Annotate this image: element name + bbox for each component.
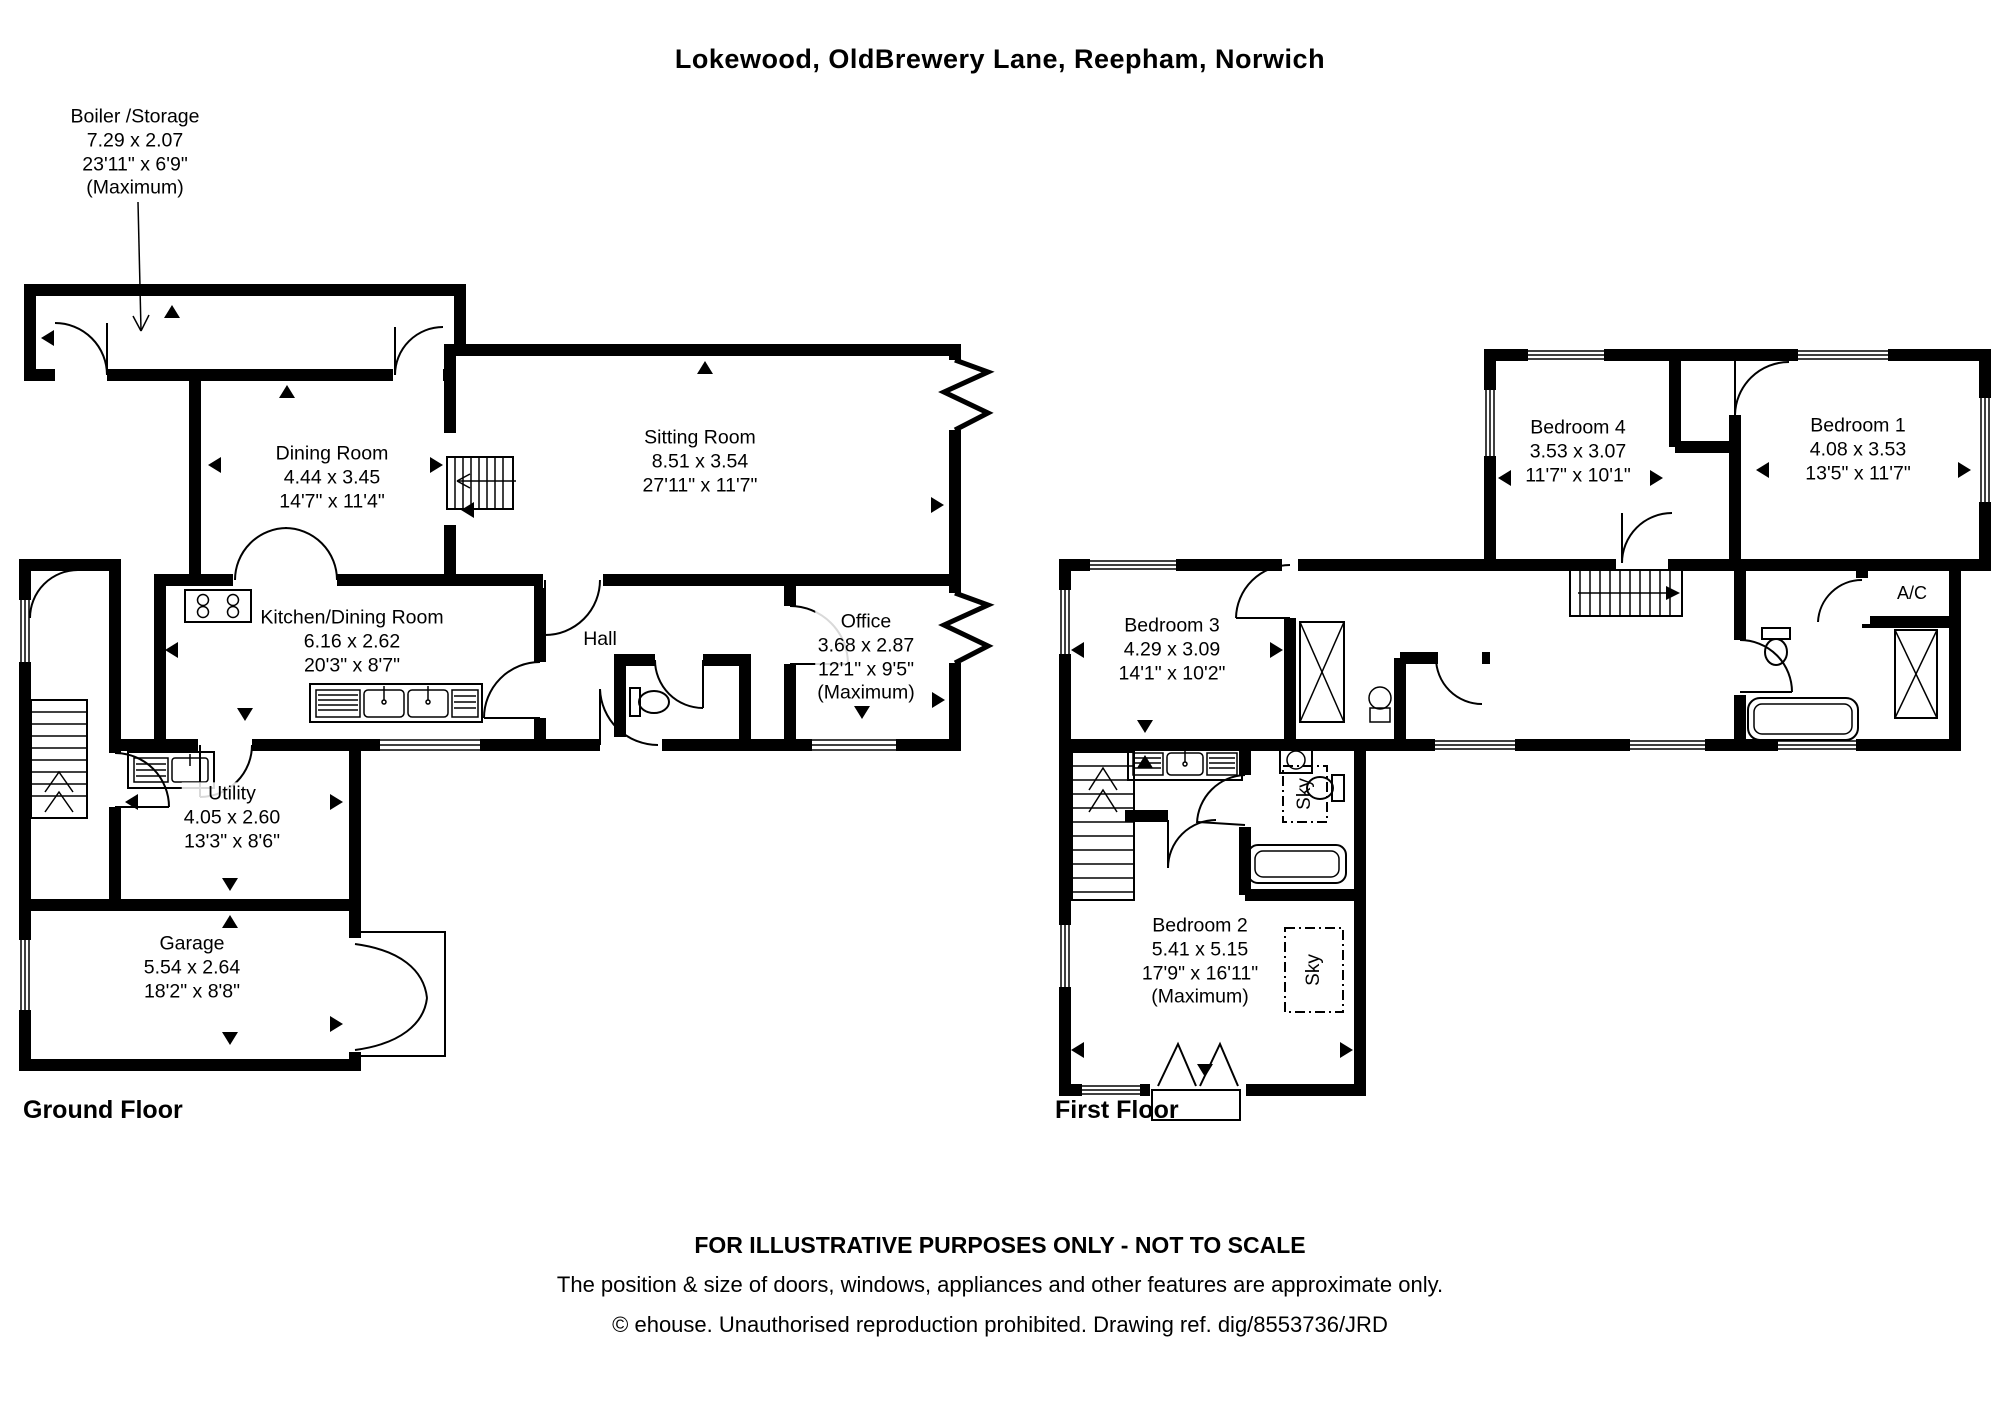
room-size-imperial: 27'11" x 11'7" (642, 473, 758, 496)
room-size-imperial: 13'5" x 11'7" (1805, 461, 1911, 484)
room-size-imperial: 20'3" x 8'7" (303, 653, 401, 676)
ensuite-door-gap (1237, 775, 1253, 827)
entrance-stair-walls (25, 565, 115, 905)
room-label-bedroom1 (1803, 414, 1913, 485)
room-name: Sitting Room (644, 426, 756, 449)
garage-door-gap (347, 938, 363, 1052)
room-size-imperial: 14'7" x 11'4" (279, 489, 385, 512)
room-label-sitting (641, 426, 760, 497)
room-size-imperial: 12'1" x 9'5" (817, 658, 915, 680)
room-name: Bedroom 3 (1124, 614, 1220, 637)
room-size-metric: 7.29 x 2.07 (86, 129, 184, 152)
room-size-imperial: 18'2" x 8'8" (143, 979, 241, 1002)
room-size-imperial: 23'11" x 6'9" (82, 153, 188, 175)
room-label-hall (581, 628, 619, 652)
room-size-imperial: 13'3" x 8'6" (183, 829, 281, 852)
room-size-metric: 4.08 x 3.53 (1809, 438, 1907, 461)
room-size-metric: 6.16 x 2.62 (303, 630, 401, 653)
room-name: Garage (159, 932, 225, 955)
room-label-garage (142, 932, 243, 1003)
room-label-kitchen (258, 606, 445, 677)
dining-kitchen-door-gap (233, 572, 337, 588)
garage-door (355, 932, 445, 1056)
room-name: Dining Room (275, 442, 389, 465)
approximation-note: The position & size of doors, windows, appliances and other features are approximate only. (556, 1272, 1444, 1297)
room-size-metric: 5.41 x 5.15 (1151, 938, 1249, 961)
room-note: (Maximum) (817, 681, 915, 704)
room-label-utility (182, 782, 283, 853)
kitchen-hall-door-gap (532, 662, 548, 718)
bedroom3-door-gap (1282, 559, 1298, 614)
room-size-metric: 4.05 x 2.60 (183, 806, 281, 829)
dining-boiler-door-gap (393, 367, 443, 383)
sitting-hall-door-gap (543, 572, 603, 588)
room-label-dining (274, 442, 391, 513)
room-label-boiler (69, 105, 202, 200)
room-name: Hall (583, 628, 617, 651)
room-name: Office (840, 610, 892, 633)
room-size-metric: 4.29 x 3.09 (1123, 638, 1221, 661)
room-name: Bedroom 1 (1810, 414, 1906, 437)
room-size-imperial: 17'9" x 16'11" (1141, 962, 1259, 984)
kitchen-utility-door-gap (198, 737, 252, 753)
landing-wc-door-gap (1438, 650, 1482, 666)
room-size-metric: 8.51 x 3.54 (651, 450, 749, 473)
room-label-office (815, 610, 917, 705)
copyright-line: © ehouse. Unauthorised reproduction prohibited. Drawing ref. dig/8553736/JRD (612, 1312, 1388, 1337)
room-size-metric: 3.53 x 3.07 (1529, 440, 1627, 463)
room-size-metric: 4.44 x 3.45 (283, 466, 381, 489)
sky-label-bathroom: Sky (1294, 778, 1315, 810)
room-size-metric: 3.68 x 2.87 (817, 634, 915, 657)
room-size-imperial: 14'1" x 10'2" (1118, 661, 1226, 684)
room-size-metric: 5.54 x 2.64 (143, 956, 241, 979)
room-name: Bedroom 4 (1530, 416, 1626, 439)
room-name: Bedroom 2 (1152, 914, 1248, 937)
room-label-bedroom2 (1140, 914, 1260, 1009)
page-title: Lokewood, OldBrewery Lane, Reepham, Norwich (674, 44, 1326, 74)
room-size-imperial: 11'7" x 10'1" (1525, 463, 1631, 486)
first-floor-label: First Floor (1055, 1096, 1179, 1124)
bathroom-door-gap (1732, 640, 1748, 695)
boiler-door-gap (55, 367, 107, 383)
hall-office-door-gap (782, 606, 798, 664)
room-name: Utility (208, 782, 256, 805)
room-name: Kitchen/Dining Room (260, 606, 444, 629)
sky-label-bedroom2: Sky (1303, 954, 1324, 986)
ac-door-gap (1854, 578, 1870, 624)
room-label-bedroom4 (1523, 416, 1633, 487)
ground-floor-label: Ground Floor (23, 1096, 183, 1124)
room-note: (Maximum) (86, 176, 184, 199)
room-note: (Maximum) (1151, 985, 1249, 1008)
room-label-bedroom3 (1117, 614, 1228, 685)
disclaimer-line: FOR ILLUSTRATIVE PURPOSES ONLY - NOT TO SCALE (694, 1232, 1306, 1258)
ac-label: A/C (1896, 583, 1928, 604)
utility-door-gap (107, 753, 123, 807)
room-name: Boiler /Storage (70, 105, 200, 128)
